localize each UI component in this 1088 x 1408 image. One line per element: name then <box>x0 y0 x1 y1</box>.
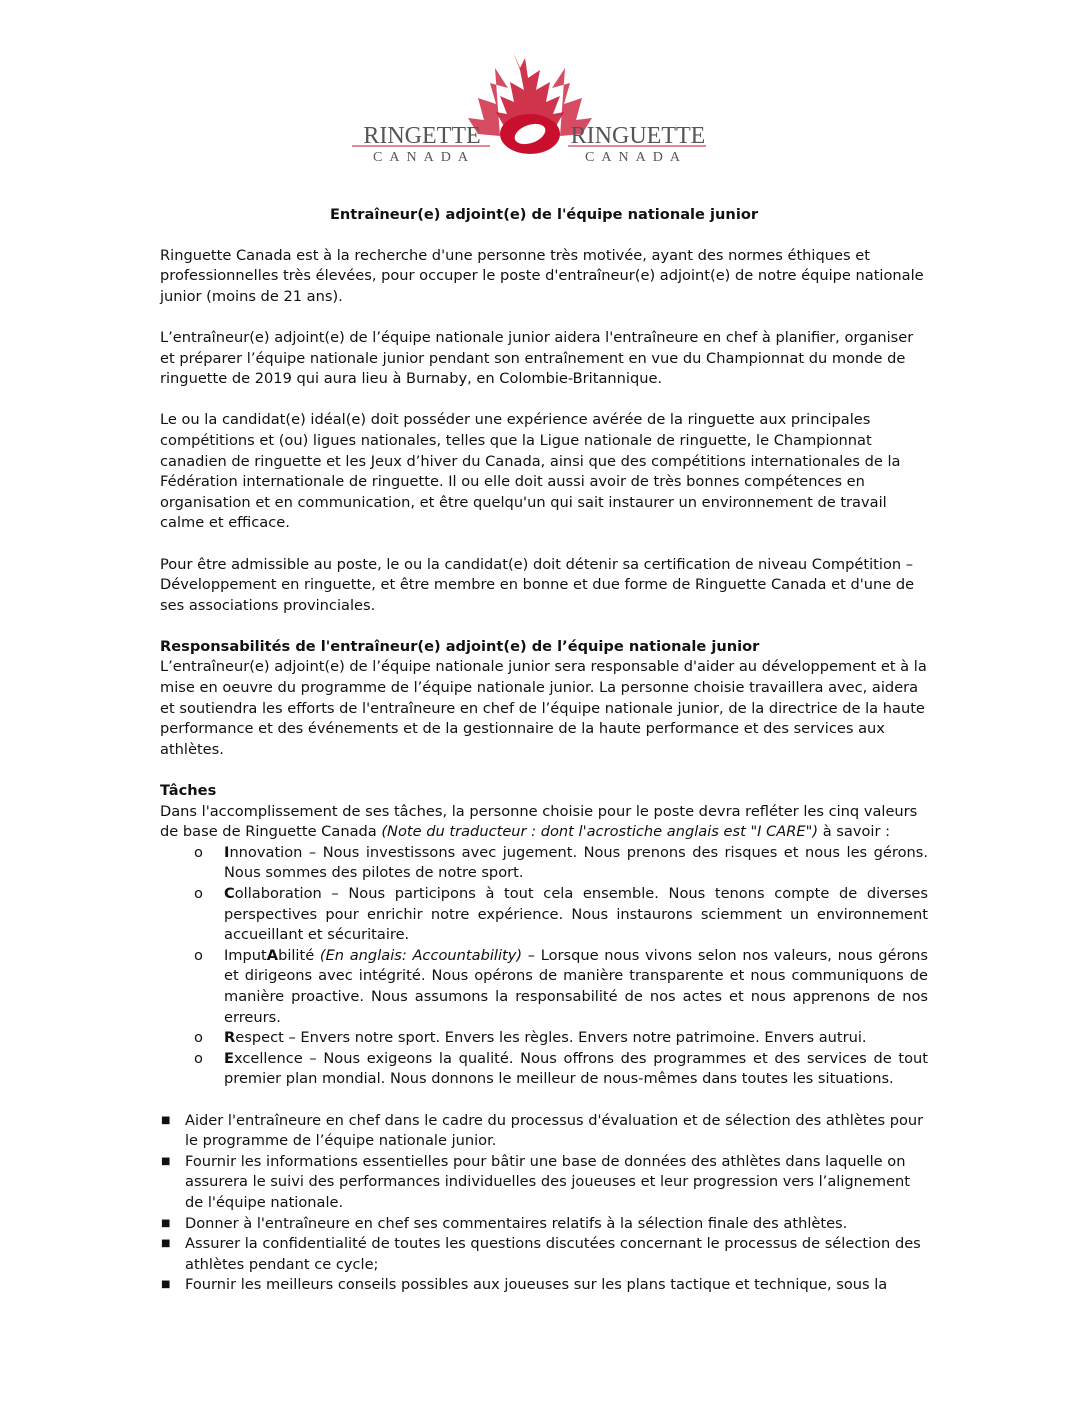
value-description: – Envers notre sport. Envers les règles. Envers notre patrimoine. Envers autrui. <box>283 1029 867 1047</box>
responsibilities-text: L’entraîneur(e) adjoint(e) de l’équipe nationale junior sera responsable d'aider au développement et à la mise en oeuvre du programme de l’équipe nationale junior. La personne choisie travaillera avec, aidera et soutiendra les efforts de l'entraîneure en chef de l’équipe nationale junior, de la directrice de la haute performance et des événements et de la gestionnaire de la haute performance et des services aux athlètes. <box>160 658 927 758</box>
tasks-intro <box>160 802 928 843</box>
ringette-canada-logo <box>350 48 710 168</box>
value-description: – Lorsque nous vivons selon nos valeurs, nous gérons et dirigeons avec intégrité. Nous opérons de manière transparente et nous communiquons de manière proactive. Nous assumons la responsabilité de nos actes et nous apprenons de nos erreurs. <box>224 946 928 1026</box>
list-marker: o <box>194 1049 203 1067</box>
eligibility-paragraph: Pour être admissible au poste, le ou la candidat(e) doit détenir sa certification de niveau Compétition – Développement en ringuette, et être membre en bonne et due forme de Ringuette Canada et d'une de ses associations provinciales. <box>160 555 915 614</box>
logo-left-top: RINGETTE <box>363 123 481 149</box>
bullet-marker: ■ <box>161 1114 171 1126</box>
tasks-list <box>160 1111 928 1296</box>
value-item <box>194 1049 928 1090</box>
list-marker: o <box>194 946 203 964</box>
task-text: Assurer la confidentialité de toutes les questions discutées concernant le processus de sélection des athlètes pendant ce cycle; <box>185 1235 921 1273</box>
tasks-intro-end: à savoir : <box>818 823 891 841</box>
document-body <box>160 205 928 1296</box>
tasks-heading: Tâches <box>160 782 217 800</box>
tasks-intro-text: Dans l'accomplissement de ses tâches, la personne choisie pour le poste devra refléter les cinq valeurs de base de Ringuette Canada <box>160 802 918 841</box>
value-description: – Nous exigeons la qualité. Nous offrons des programmes et des services de tout premier plan mondial. Nous donnons le meilleur de nous-mêmes dans toutes les situations. <box>224 1049 928 1088</box>
task-item <box>161 1111 928 1152</box>
intro-paragraph: Ringuette Canada est à la recherche d'une personne très motivée, ayant des normes éthiques et professionnelles très élevées, pour occuper le poste d'entraîneur(e) adjoint(e) de notre équipe nationale junior (moins de 21 ans). <box>160 246 924 305</box>
list-marker: o <box>194 1029 203 1047</box>
logo-right-bottom: CANADA <box>585 150 687 165</box>
value-initial: R <box>224 1029 236 1047</box>
translator-note: (Note du traducteur : dont l'acrostiche anglais est "I CARE") <box>381 823 819 841</box>
value-name: xcellence <box>233 1049 303 1067</box>
responsibilities-section <box>160 637 928 761</box>
bullet-marker: ■ <box>161 1238 171 1250</box>
value-item <box>194 946 928 1028</box>
bullet-marker: ■ <box>161 1217 171 1229</box>
task-text: Fournir les informations essentielles pour bâtir une base de données des athlètes dans laquelle on assurera le suivi des performances individuelles des joueuses et leur progression vers l’alignement de l'équipe nationale. <box>185 1152 911 1211</box>
task-text: Aider l'entraîneure en chef dans le cadre du processus d'évaluation et de sélection des athlètes pour le programme de l’équipe nationale junior. <box>185 1111 924 1150</box>
value-initial: C <box>224 885 235 902</box>
value-note: (En anglais: Accountability) <box>314 946 523 964</box>
value-name-end: bilité <box>278 946 315 964</box>
value-initial: A <box>266 946 279 964</box>
core-values-list <box>160 843 928 1090</box>
value-initial: E <box>224 1049 234 1067</box>
tasks-section <box>160 781 928 1296</box>
value-description: – Nous investissons avec jugement. Nous prenons des risques et nous les gérons. Nous sommes des pilotes de notre sport. <box>224 843 928 882</box>
value-name: espect <box>235 1029 284 1047</box>
value-name: nnovation <box>229 843 303 861</box>
list-marker: o <box>194 885 203 902</box>
role-paragraph: L’entraîneur(e) adjoint(e) de l’équipe nationale junior aidera l'entraîneure en chef à planifier, organiser et préparer l’équipe nationale junior pendant son entraînement en vue du Championnat du monde de ringuette de 2019 qui aura lieu à Burnaby, en Colombie-Britannique. <box>160 328 914 388</box>
list-marker: o <box>194 843 203 861</box>
task-text: Fournir les meilleurs conseils possibles aux joueuses sur les plans tactique et technique, sous la <box>185 1276 888 1294</box>
task-item <box>161 1152 928 1214</box>
task-item <box>161 1214 928 1235</box>
logo-left-bottom: CANADA <box>373 150 475 165</box>
value-name: Imput <box>224 946 267 964</box>
value-item <box>194 1028 928 1049</box>
logo-right-top: RINGUETTE <box>570 123 706 149</box>
candidate-paragraph: Le ou la candidat(e) idéal(e) doit posséder une expérience avérée de la ringuette aux principales compétitions et (ou) ligues nationales, telles que la Ligue nationale de ringuette, le Championnat canadien de ringuette et les Jeux d’hiver du Canada, ainsi que des compétitions internationales de la Fédération internationale de ringuette. Il ou elle doit aussi avoir de très bonnes compétences en organisation et en communication, et être quelqu'un qui sait instaurer un environnement de travail calme et efficace. <box>160 411 901 532</box>
maple-leaf-logo-graphic <box>350 48 710 168</box>
responsibilities-heading: Responsabilités de l'entraîneur(e) adjoint(e) de l’équipe nationale junior <box>160 637 760 655</box>
value-description: – Nous participons à tout cela ensemble. Nous tenons compte de diverses perspectives pour enrichir notre expérience. Nous instaurons sciemment un environnement accueillant et sécuritaire. <box>224 885 928 944</box>
task-text: Donner à l'entraîneure en chef ses commentaires relatifs à la sélection finale des athlètes. <box>185 1214 848 1232</box>
value-initial: I <box>224 843 230 861</box>
bullet-marker: ■ <box>161 1155 171 1167</box>
value-name: ollaboration <box>234 885 322 902</box>
bullet-marker: ■ <box>161 1279 171 1291</box>
page-title: Entraîneur(e) adjoint(e) de l'équipe nationale junior <box>329 206 759 223</box>
task-item <box>161 1234 928 1275</box>
value-item <box>194 843 928 884</box>
value-item <box>194 884 928 946</box>
task-item <box>161 1275 928 1296</box>
